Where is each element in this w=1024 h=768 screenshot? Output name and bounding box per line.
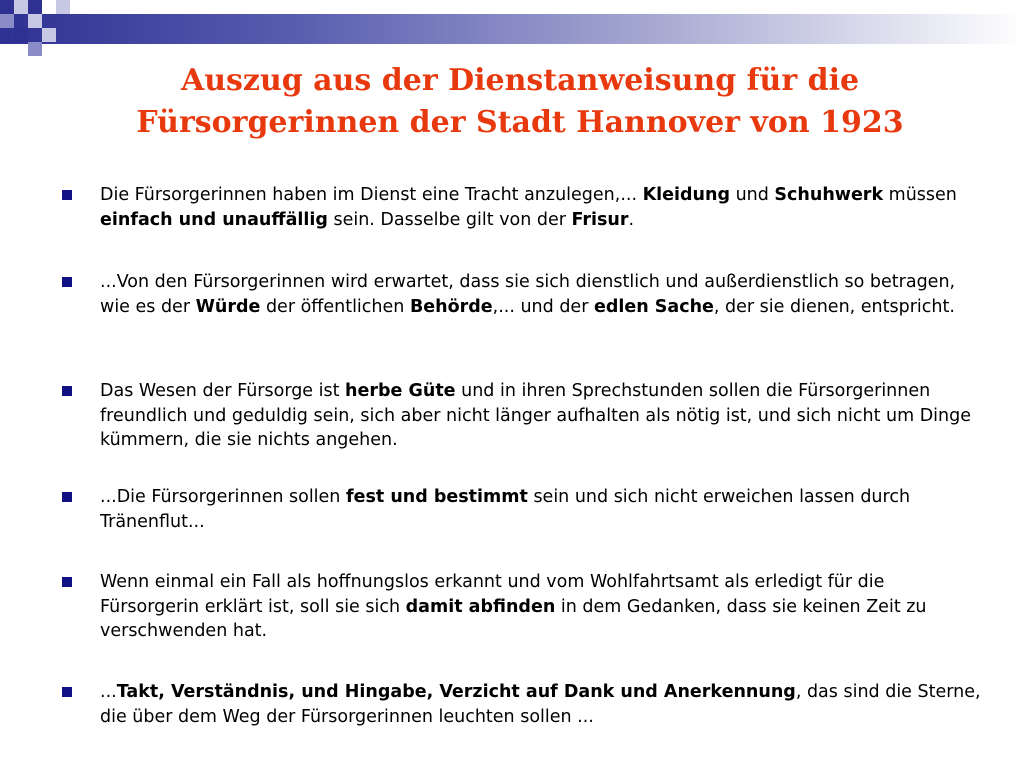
decor-square	[0, 0, 14, 14]
emphasis-text: edlen Sache	[593, 296, 714, 317]
square-bullet-icon	[62, 492, 72, 502]
text-segment: ,... und der	[492, 296, 594, 317]
emphasis-text: Takt, Verständnis, und Hingabe, Verzicht auf Dank und Anerkennung	[116, 682, 796, 702]
text-segment: und	[730, 185, 775, 205]
text-segment: müssen	[883, 185, 957, 205]
emphasis-text: fest und bestimmt	[345, 487, 528, 507]
bullet-text	[100, 680, 985, 729]
square-bullet-icon	[62, 687, 72, 697]
square-bullet-icon	[62, 190, 72, 200]
emphasis-text: damit abfinden	[405, 596, 556, 617]
bullet-text	[100, 379, 985, 453]
text-segment: , der sie dienen, entspricht.	[713, 296, 955, 317]
decor-square	[42, 28, 56, 42]
emphasis-text: Würde	[195, 296, 261, 317]
text-segment: .	[628, 209, 635, 230]
square-bullet-icon	[62, 277, 72, 287]
decor-square	[14, 0, 28, 14]
bullet-text	[100, 485, 985, 534]
slide-title-line1: Auszug aus der Dienstanweisung für die	[180, 63, 860, 98]
decor-square	[28, 0, 42, 14]
decor-square	[0, 14, 14, 28]
text-segment: der öffentlichen	[260, 296, 410, 317]
decor-square	[28, 42, 42, 56]
text-segment: sein und sich nicht erweichen lassen durch Tränenflut...	[100, 487, 911, 532]
bullet-text	[100, 270, 985, 319]
emphasis-text: Behörde	[409, 296, 493, 317]
slide-title-line2: Fürsorgerinnen der Stadt Hannover von 1923	[136, 105, 904, 140]
header-gradient-bar	[0, 14, 1024, 44]
slide-title	[60, 60, 980, 144]
text-segment: in dem Gedanken, dass sie keinen Zeit zu verschwenden hat.	[100, 596, 927, 641]
text-segment: ...Von den Fürsorgerinnen wird erwartet, dass sie sich dienstlich und außerdienstlich so betragen, wie es der	[100, 272, 956, 317]
emphasis-text: einfach und unauffällig	[100, 209, 328, 230]
decor-square	[56, 0, 70, 14]
text-segment: und in ihren Sprechstunden sollen die Fürsorgerinnen freundlich und geduldig sein, sich aber nicht länger aufhalten als nötig ist, und sich nicht um Dinge kümmern, die sie nichts angehen.	[100, 381, 972, 450]
bullet-text	[100, 570, 985, 644]
text-segment: Wenn einmal ein Fall als hoffnungslos erkannt und vom Wohlfahrtsamt als erledigt für die Fürsorgerin erklärt ist, soll sie sich	[100, 572, 885, 617]
text-segment: ...	[100, 682, 117, 702]
emphasis-text: Frisur	[571, 209, 629, 230]
decor-square	[28, 14, 42, 28]
square-bullet-icon	[62, 577, 72, 587]
text-segment: sein. Dasselbe gilt von der	[327, 209, 572, 230]
emphasis-text: Kleidung	[642, 185, 730, 205]
text-segment: , das sind die Sterne, die über dem Weg der Fürsorgerinnen leuchten sollen ...	[100, 682, 981, 727]
bullet-text	[100, 183, 985, 232]
emphasis-text: herbe Güte	[345, 381, 456, 401]
text-segment: Die Fürsorgerinnen haben im Dienst eine Tracht anzulegen,...	[100, 185, 643, 205]
emphasis-text: Schuhwerk	[774, 185, 884, 205]
square-bullet-icon	[62, 386, 72, 396]
text-segment: ...Die Fürsorgerinnen sollen	[100, 487, 346, 507]
text-segment: Das Wesen der Fürsorge ist	[100, 381, 346, 401]
decor-square	[14, 28, 28, 42]
